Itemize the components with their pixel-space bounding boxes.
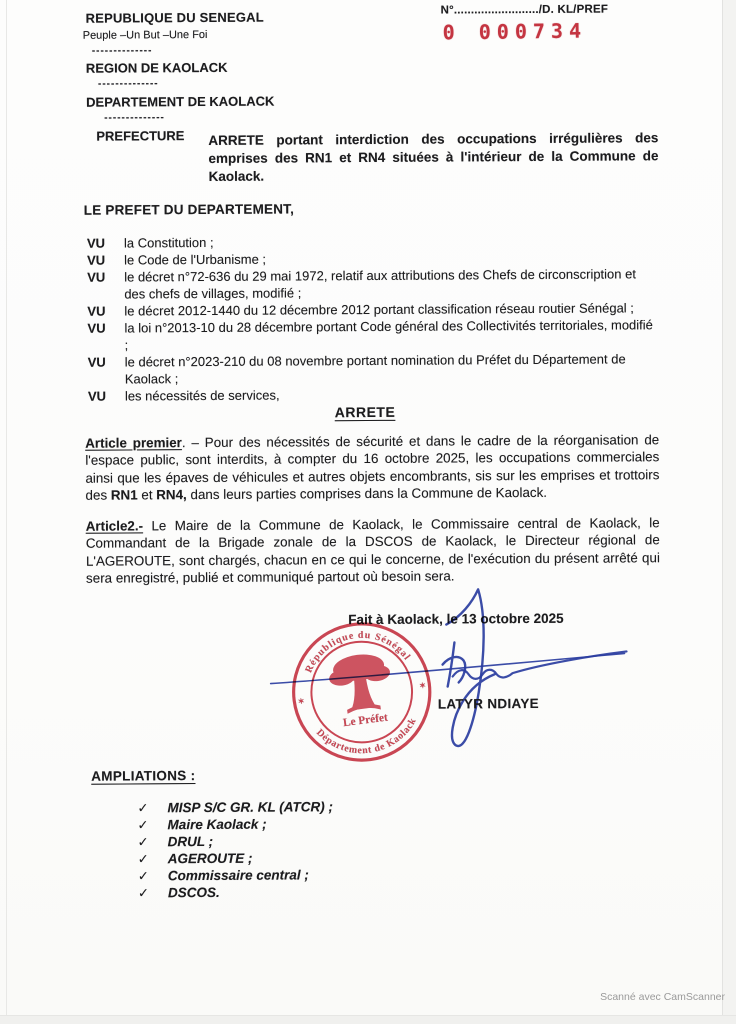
article-1-road-2: RN4, [156, 487, 187, 503]
ampliation-item [138, 832, 334, 850]
handwritten-signature [256, 583, 657, 770]
visa-label: VU [87, 269, 106, 285]
stamp-top-arc-text: République du Sénégal [303, 629, 413, 675]
ampliation-item [137, 815, 333, 833]
article-1-separator: . – [181, 434, 205, 451]
ampliation-text: DRUL ; [167, 833, 214, 850]
ampliations-list [137, 798, 333, 901]
ampliation-text: Commissaire central ; [167, 867, 309, 884]
letterhead-region: REGION DE KAOLACK [85, 59, 228, 76]
visa-text: la loi n°2013-10 du 28 décembre portant Code général des Collectivités territoriales, modifié ; [124, 317, 653, 353]
checkmark-icon: ✓ [137, 885, 149, 901]
signer-name: LATYR NDIAYE [437, 695, 539, 712]
checkmark-icon: ✓ [137, 817, 149, 833]
letterhead-motto: Peuple –Un But –Une Foi [82, 28, 208, 42]
ampliation-text: AGEROUTE ; [167, 850, 253, 867]
visa-list [87, 231, 656, 404]
ampliation-item [138, 883, 334, 901]
ampliation-text: DSCOS. [167, 884, 220, 901]
ampliation-item [138, 849, 334, 867]
visa-text: le décret n°72-636 du 29 mai 1972, relatif aux attributions des Chefs de circonscription et des chefs de villages, modifié ; [124, 266, 637, 302]
article-1-lead: Article premier [85, 435, 182, 451]
letterhead-office: PREFECTURE [96, 128, 185, 144]
letterhead [83, 11, 275, 144]
stamp-bottom-arc-text: Département de Kaolack [313, 715, 419, 757]
visa-item [88, 350, 656, 387]
visa-text: le décret n°2023-210 du 08 novembre portant nomination du Préfet du Département de Kaolack ; [124, 351, 626, 387]
article-2-text: Le Maire de la Commune de Kaolack, le Commissaire central de Kaolack, le Commandant de la Brigade zonale de la DSCOS de Kaolack, le Directeur régional de L'AGEROUTE, sont chargés, chacun en ce qui le concerne, de l'exécution du présent arrêté qui sera enregistré, publié et communiqué partout où besoin sera. [85, 515, 660, 586]
article-1-text: dans leurs parties comprises dans la Commune de Kaolack. [186, 485, 548, 503]
ampliation-item [137, 798, 333, 816]
checkmark-icon: ✓ [137, 834, 149, 850]
visa-label: VU [87, 303, 106, 319]
ampliations-heading: AMPLIATIONS : [91, 768, 196, 784]
checkmark-icon: ✓ [137, 800, 149, 816]
visa-item [87, 316, 655, 353]
letterhead-divider: -------------- [104, 112, 165, 124]
stamp-star-right-icon: ✶ [418, 680, 427, 691]
article-2 [86, 514, 660, 587]
reference-block [441, 3, 701, 44]
visa-label: VU [87, 354, 106, 370]
article-1 [85, 431, 659, 504]
letterhead-divider: -------------- [91, 45, 153, 57]
stamp-star-left-icon: ✶ [297, 696, 306, 707]
ampliation-item [138, 866, 334, 884]
letterhead-country: REPUBLIQUE DU SENEGAL [85, 9, 264, 26]
checkmark-icon: ✓ [137, 868, 149, 884]
checkmark-icon: ✓ [137, 851, 149, 867]
stamped-serial-number: 0 000734 [442, 18, 588, 45]
visa-text: les nécessités de services, [124, 387, 280, 404]
visa-item [87, 265, 655, 302]
signature-squiggle-stroke [452, 651, 626, 679]
visa-item [88, 384, 656, 404]
visa-label: VU [87, 252, 106, 268]
letterhead-department: DEPARTEMENT DE KAOLACK [86, 93, 275, 110]
ampliation-text: Maire Kaolack ; [167, 816, 267, 833]
article-2-lead: Article2.- [85, 518, 144, 534]
scanner-credit: Scanné avec CamScanner [600, 991, 725, 1003]
visa-text: la Constitution ; [123, 234, 214, 251]
visa-text: le Code de l'Urbanisme ; [124, 251, 267, 268]
ampliations-section [91, 767, 333, 901]
article-1-text: Pour des nécessités de sécurité et dans le cadre de la réorganisation de l'espace public, sont interdits, à compter du 16 octobre 2025, les occupations commerciales ainsi que les épaves de véhicules et autres objets encombrants, sis sur les emprises et trottoirs des [85, 432, 660, 503]
letterhead-divider: -------------- [97, 78, 159, 90]
ampliation-text: MISP S/C GR. KL (ATCR) ; [167, 799, 333, 816]
decision-heading-text: ARRETE [334, 403, 396, 421]
signature-underline-stroke [271, 653, 625, 683]
stamp-center-label: Le Préfet [342, 711, 389, 730]
visa-label: VU [86, 235, 106, 251]
visa-label: VU [87, 320, 106, 336]
document-title: ARRETE portant interdiction des occupations irrégulières des emprises des RN1 et RN4 situées à l'intérieur de la Commune de Kaolack. [208, 130, 659, 184]
place-date-line: Fait à Kaolack, le 13 octobre 2025 [348, 610, 564, 628]
visa-label: VU [87, 388, 107, 404]
article-1-road-1: RN1 [110, 487, 138, 503]
article-1-text: et [137, 487, 157, 503]
decision-heading [0, 402, 736, 422]
issuer-line: LE PREFET DU DEPARTEMENT, [83, 201, 295, 218]
signature-letter-stroke [442, 642, 465, 686]
reference-number-line: N°........................./D. KL/PREF [440, 3, 609, 17]
visa-text: le décret 2012-1440 du 12 décembre 2012 portant classification réseau routier Sénégal ; [124, 300, 634, 319]
